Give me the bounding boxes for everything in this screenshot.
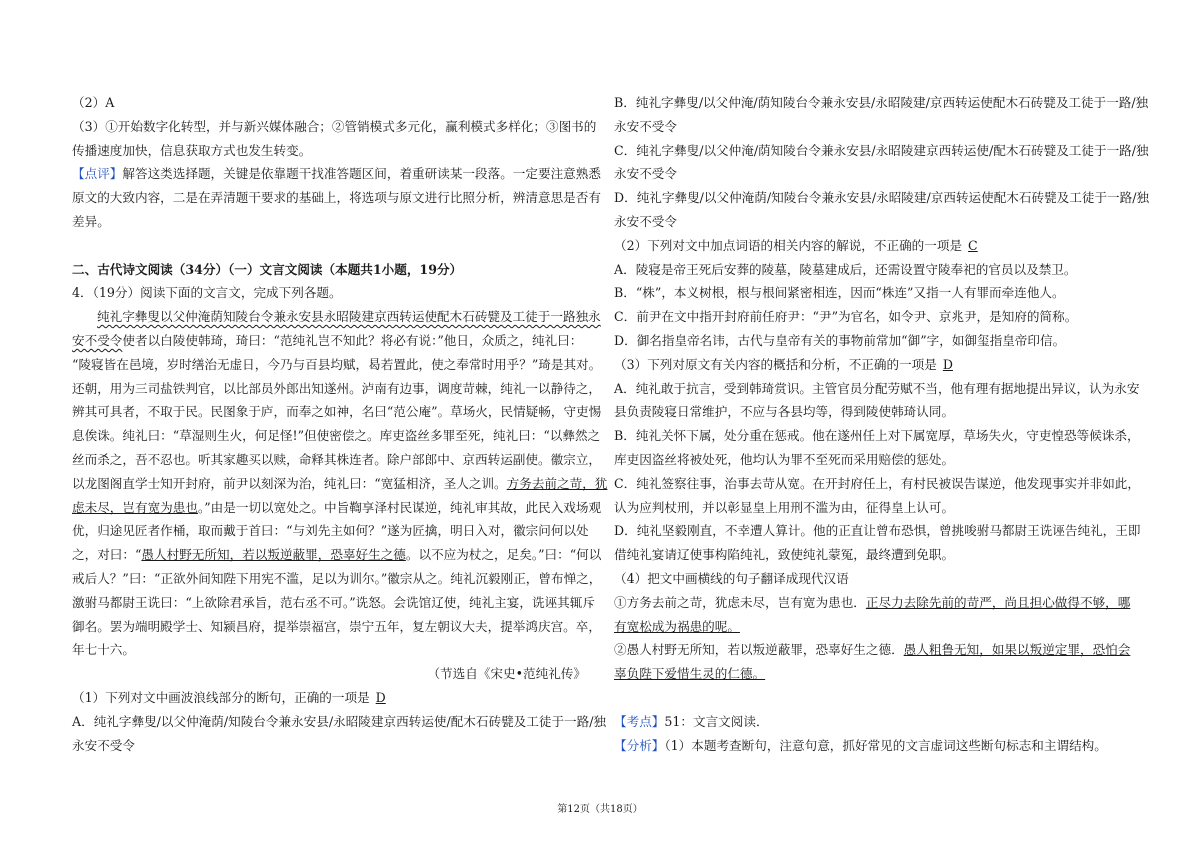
underline-sentence-2: 愚人村野无所知，若以叛逆蔽罪，恐辜好生之德 — [141, 547, 406, 563]
q1-option-b-line-1: B．纯礼字彝叟/以父仲淹/荫知陵台令兼永安县/永昭陵建/京西转运使配木石砖甓及工徒于一路/独 — [614, 95, 1149, 110]
wavy-segment-2: 安不受令 — [72, 332, 123, 348]
q2-option-c: C．前尹在文中指开封府前任府尹：“尹”为官名，如令尹、京兆尹，是知府的简称。 — [614, 309, 1078, 325]
translation-2-answer-b: 辜负陛下爱惜生灵的仁德。 — [614, 666, 766, 682]
wavy-segment-1: 纯礼字彝叟以父仲淹荫知陵台令兼永安县永昭陵建京西转运使配木石砖甓及工徒于一路独永 — [97, 309, 601, 325]
q4-intro: 4．（19分）阅读下面的文言文，完成下列各题。 — [72, 285, 342, 301]
translation-2-line-1 — [614, 638, 1131, 662]
q2-stem: （2）下列对文中加点词语的相关内容的解说，不正确的一项是 — [614, 237, 963, 253]
answer-2: （2）A — [72, 95, 115, 110]
fenxi-line — [614, 734, 1128, 758]
q2-option-a: A．陵寝是帝王死后安葬的陵墓，陵墓建成后，还需设置守陵奉祀的官员以及禁卫。 — [614, 261, 1077, 277]
passage-line-12: 戒后人？”曰：“正欲外间知陛下用宪不滥，足以为训尔。”徽宗从之。纯礼沉毅刚正，曾布惮之， — [72, 570, 602, 586]
review-line-1 — [72, 162, 601, 186]
page-footer: 第12页（共18页） — [557, 804, 643, 815]
translation-1-answer-a: 正尽力去除先前的苛严，尚且担心做得不够，哪 — [865, 594, 1131, 610]
fenxi-tag: 【分析】 — [614, 737, 665, 753]
q3-option-c-line-2: 认为应判杖刑，并以彰显皇上用刑不滥为由，征得皇上认可。 — [614, 499, 955, 515]
passage-text-11b: 。以不应为杖之，足矣。”曰：“何以 — [405, 547, 602, 563]
kaodian-line — [614, 710, 1128, 734]
q2-option-d: D．御名指皇帝名讳，古代与皇帝有关的事物前常加“御”字，如御玺指皇帝印信。 — [614, 332, 1066, 348]
review-text-1: 解答这类选择题，关键是依靠题干找准答题区间，着重研读某一段落。一定要注意熟悉 — [122, 166, 601, 182]
passage-line-1 — [72, 305, 601, 329]
q4-stem: （4）把文中画横线的句子翻译成现代汉语 — [614, 570, 849, 586]
passage-source: （节选自《宋史•范纯礼传》 — [427, 666, 586, 682]
q3-stem: （3）下列对原文有关内容的概括和分析，不正确的一项是 — [614, 356, 937, 372]
q2-answer: C — [968, 237, 978, 253]
q1-option-d-line-1: D．纯礼字彝叟/以父仲淹荫/知陵台令兼永安县/永昭陵建/京西转运使配木石砖甓及工徒于一路/独 — [614, 190, 1150, 206]
passage-text-2: 使者以白陵使韩琦，琦曰：“范纯礼岂不知此？将必有说：”他日，众质之，纯礼曰： — [122, 332, 583, 348]
underline-sentence-1b: 虑未尽，岂有宽为患也 — [72, 499, 198, 515]
passage-line-8 — [72, 472, 608, 496]
translation-1-line-2 — [614, 615, 1128, 639]
passage-text-9: 。”由是一切以宽处之。中旨鞫享泽村民谋逆，纯礼审其故，此民入戏场观 — [197, 499, 602, 515]
passage-line-11 — [72, 543, 602, 567]
q1-option-c-line-2: 永安不受令 — [614, 166, 677, 182]
passage-line-4: 还朝，用为三司盐铁判官，以比部员外郎出知遂州。泸南有边事，调度苛棘，纯礼一以静待之， — [72, 380, 601, 396]
fenxi-text: （1）本题考查断句，注意句意，抓好常见的文言虚词这些断句标志和主谓结构。 — [664, 737, 1107, 753]
passage-line-7: 丝而杀之，吾不忍也。听其家趣买以赎，命释其株连者。除户部郎中、京西转运副使。徽宗立， — [72, 451, 601, 467]
passage-line-9 — [72, 496, 602, 520]
answer-3-line-1: （3）①开始数字化转型，并与新兴媒体融合；②管销模式多元化，赢利模式多样化；③图书的 — [72, 118, 597, 134]
q3-option-b-line-1: B．纯礼关怀下属，处分重在惩戒。他在遂州任上对下属宽厚，草场失火，守吏惶恐等候诛杀， — [614, 428, 1140, 444]
passage-line-2 — [72, 329, 586, 353]
q1-stem-line — [72, 686, 586, 710]
translation-1-line-1 — [614, 591, 1131, 615]
q1-option-a-line-1: A．纯礼字彝叟/以父仲淹荫/知陵台令兼永安县/永昭陵建京西转运使/配木石砖甓及工徒于一路/独 — [72, 713, 607, 729]
q1-option-a-line-2: 永安不受令 — [72, 737, 135, 753]
kaodian-tag: 【考点】 — [614, 713, 665, 729]
underline-sentence-1a: 方务去前之苛，犹 — [506, 475, 608, 491]
q3-option-d-line-1: D．纯礼坚毅刚直，不幸遭人算计。他的正直让曾布恐惧，曾挑唆驸马都尉王诜诬告纯礼，王即 — [614, 523, 1141, 539]
translation-1-answer-b: 有宽松成为祸患的呢。 — [614, 618, 740, 634]
q2-stem-line — [614, 234, 1128, 258]
passage-text-8: 以龙图阁直学士知开封府，前尹以刻深为治，纯礼曰：“宽猛相济，圣人之训。 — [72, 475, 507, 491]
kaodian-text: 51：文言文阅读． — [664, 713, 769, 729]
passage-line-13: 激驸马都尉王诜曰：“上欲除君承旨，范右丞不可。”诜怒。会诜馆辽使，纯礼主宴，诜诬其辄斥 — [72, 594, 595, 610]
right-column — [614, 91, 1150, 757]
q3-option-d-line-2: 借纯礼宴请辽使事构陷纯礼，致使纯礼蒙冤，最终遭到免职。 — [614, 547, 955, 563]
q3-stem-line — [614, 353, 1128, 377]
review-line-2: 原文的大致内容，二是在弄清题干要求的基础上，将选项与原文进行比照分析，辨清意思是否有 — [72, 190, 601, 206]
q3-option-a-line-2: 县负责陵寝日常维护，不应与各县均等，得到陵使韩琦认同。 — [614, 404, 955, 420]
q2-option-b: B．“株”，本义树根，根与根间紧密相连，因而“株连”又指一人有罪而牵连他人。 — [614, 285, 1065, 301]
q1-option-c-line-1: C．纯礼字彝叟/以父仲淹/荫知陵台令兼永安县/永昭陵建京西转运使/配木石砖甓及工徒于一路/独 — [614, 142, 1149, 158]
q3-option-c-line-1: C．纯礼签察往事，治事去苛从宽。在开封府任上，有村民被误告谋逆，他发现事实并非如此， — [614, 475, 1140, 491]
q3-answer: D — [942, 356, 953, 372]
passage-line-10: 优，归途见匠者作桶，取而戴于首曰：“与刘先主如何？”遂为匠擒，明日入对，徽宗问何以处 — [72, 523, 589, 539]
passage-line-5: 辨其可具者，不取于民。民图象于庐，而奉之如神，名曰“范公庵”。草场火，民情疑畅，守吏惕 — [72, 404, 602, 420]
q1-answer: D — [375, 689, 386, 705]
translation-1-source: ①方务去前之苛，犹虑未尽，岂有宽为患也． — [614, 594, 866, 610]
passage-text-11a: 之，对曰：“ — [72, 547, 142, 563]
review-line-3: 差异。 — [72, 213, 110, 229]
translation-2-answer-a: 愚人粗鲁无知，如果以叛逆定罪，恐怕会 — [903, 642, 1131, 658]
q1-stem: （1）下列对文中画波浪线部分的断句，正确的一项是 — [72, 689, 370, 705]
q3-option-b-line-2: 库吏因盗丝将被处死，他均认为罪不至死而采用赔偿的惩处。 — [614, 451, 955, 467]
passage-line-15: 年七十六。 — [72, 642, 135, 658]
left-column — [72, 91, 608, 757]
passage-line-3: “陵寝皆在邑境，岁时缮治无虚日，今乃与百县均赋，曷若置此，使之奉常时用乎？”琦是其对。 — [72, 356, 602, 372]
translation-2-line-2 — [614, 662, 1128, 686]
passage-line-6: 息俟诛。纯礼曰：“草湿则生火，何足怪!”但使密偿之。库吏盗丝多罪至死，纯礼曰：“以彝然之 — [72, 428, 601, 444]
answer-3-line-2: 传播速度加快，信息获取方式也发生转变。 — [72, 142, 312, 158]
q1-option-b-line-2: 永安不受令 — [614, 118, 677, 134]
passage-line-14: 御名。罢为端明殿学士、知颍昌府，提举崇福宫，崇宁五年，复左朝议大夫，提举鸿庆宫。卒， — [72, 618, 601, 634]
translation-2-source: ②愚人村野无所知，若以叛逆蔽罪，恐辜好生之德． — [614, 642, 904, 658]
review-tag: 【点评】 — [72, 166, 123, 182]
q3-option-a-line-1: A．纯礼敢于抗言，受到韩琦赏识。主管官员分配劳赋不当，他有理有据地提出异议，认为永安 — [614, 380, 1140, 396]
section-title: 二、古代诗文阅读（34分）（一）文言文阅读（本题共1小题，19分） — [72, 261, 463, 277]
q1-option-d-line-2: 永安不受令 — [614, 213, 677, 229]
